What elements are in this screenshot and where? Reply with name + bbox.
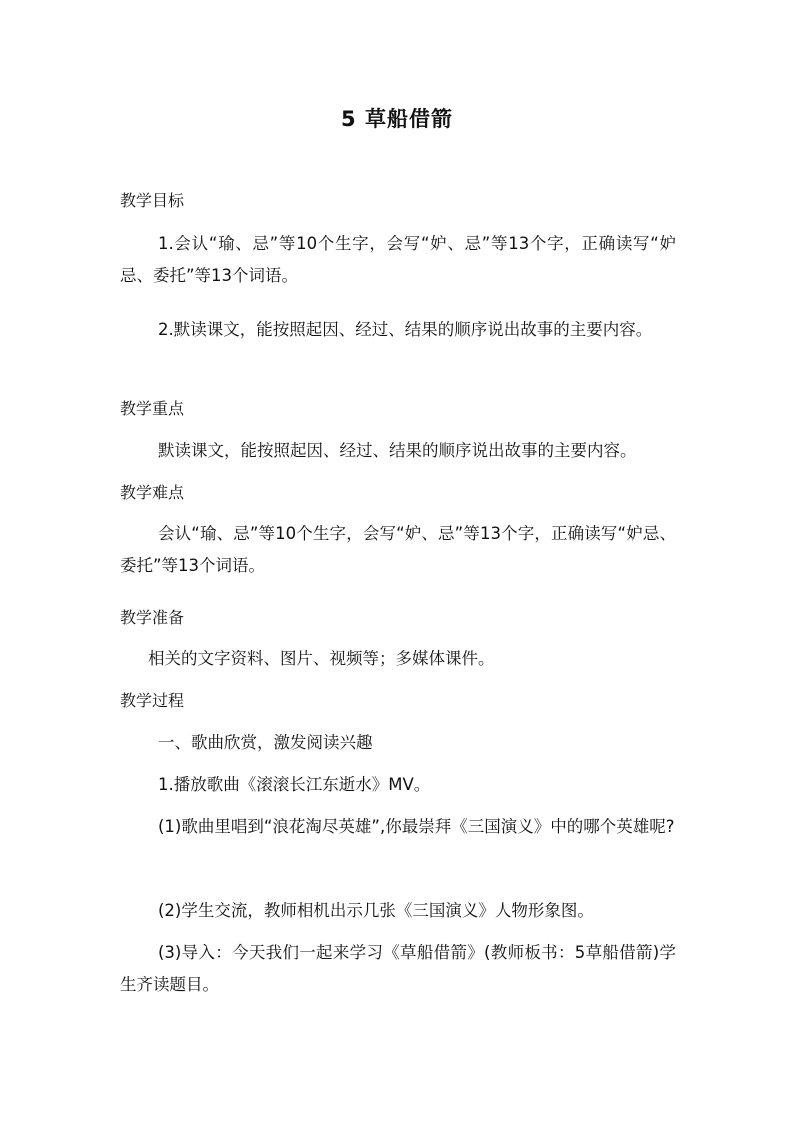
preparation-text: 相关的文字资料、图片、视频等；多媒体课件。 — [148, 649, 495, 668]
key-points-text: 默读课文，能按照起因、经过、结果的顺序说出故事的主要内容。 — [158, 441, 637, 460]
section-heading-preparation: 教学准备 — [120, 608, 185, 627]
objective-item-2: 2.默读课文，能按照起因、经过、结果的顺序说出故事的主要内容。 — [158, 320, 653, 339]
process-paragraph-2: (2)学生交流，教师相机出示几张《三国演义》人物形象图。 — [158, 901, 594, 920]
section-heading-key-points: 教学重点 — [120, 399, 185, 418]
process-paragraph-3: (3)导入：今天我们一起来学习《草船借箭》(教师板书：5草船借箭)学生齐读题目。 — [120, 943, 676, 994]
section-heading-process: 教学过程 — [120, 691, 185, 710]
process-step-1: 一、歌曲欣赏，激发阅读兴趣 — [158, 733, 373, 752]
page-title: 5 草船借箭 — [341, 107, 453, 131]
objective-item-1: 1.会认“瑜、忌”等10个生字，会写“妒、忌”等13个字，正确读写“妒忌、委托”等13个词语。 — [120, 234, 676, 285]
section-heading-difficulties: 教学难点 — [120, 483, 185, 502]
difficulties-text: 会认“瑜、忌”等10个生字，会写“妒、忌”等13个字，正确读写“妒忌、委托”等13个词语。 — [120, 524, 676, 575]
process-paragraph-1: (1)歌曲里唱到“浪花淘尽英雄”,你最崇拜《三国演义》中的哪个英雄呢? — [158, 817, 675, 836]
section-heading-objectives: 教学目标 — [120, 191, 185, 210]
process-sub-1: 1.播放歌曲《滚滚长江东逝水》MV。 — [158, 775, 431, 794]
